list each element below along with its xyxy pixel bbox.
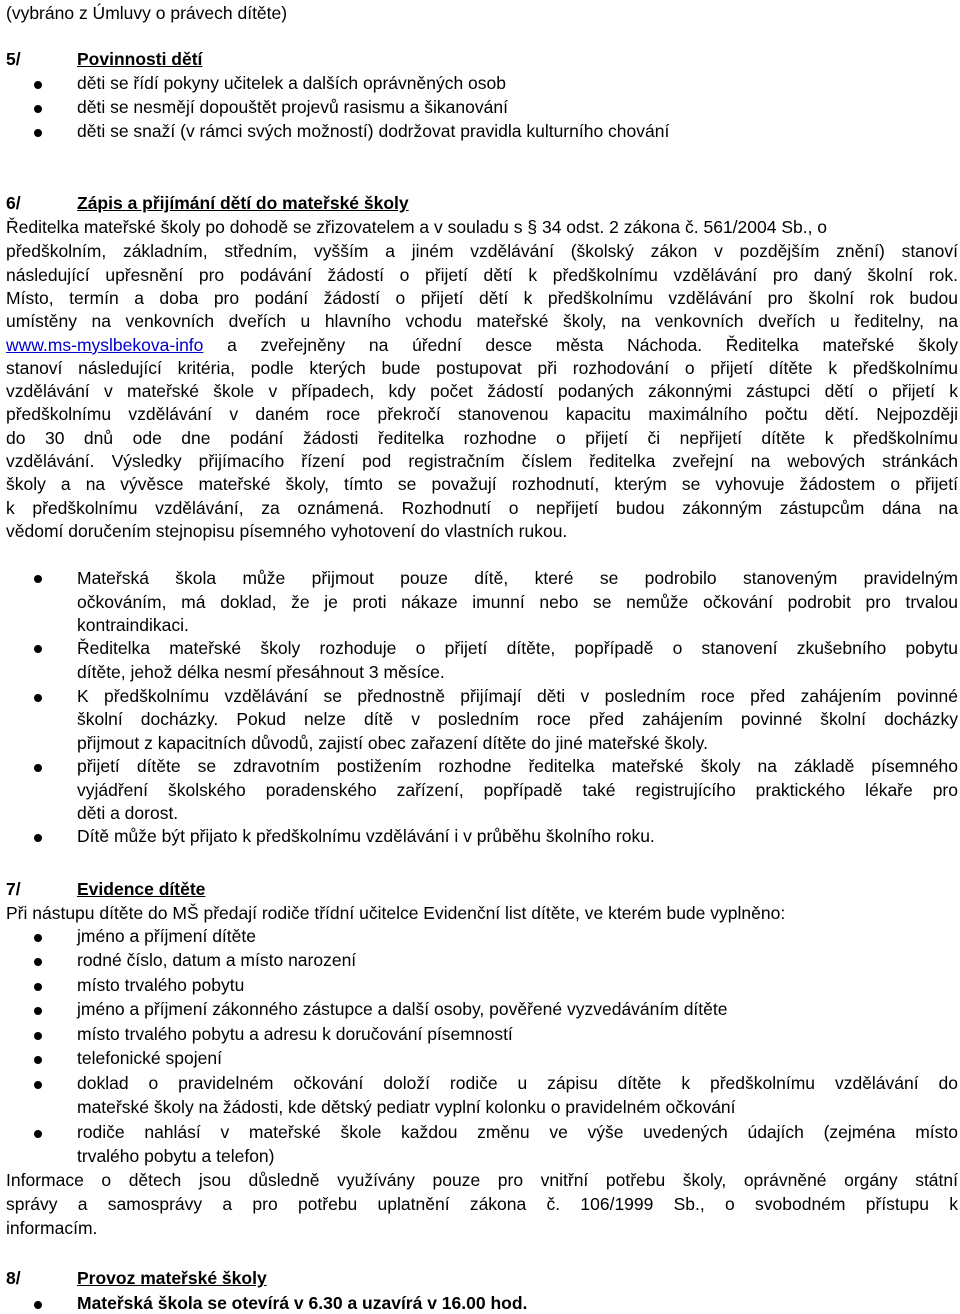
list-item: rodné číslo, datum a místo narození	[77, 950, 357, 970]
paragraph-line: k předškolnímu vzdělávání, za oznámená. Rozhodnutí o nepřijetí budou zákonným zástupcům dána na	[6, 498, 958, 518]
list-item: místo trvalého pobytu	[77, 975, 245, 995]
paragraph-line: následující upřesnění pro podávání žádostí o přijetí dětí k předškolnímu vzdělávání pro daný školní rok.	[6, 265, 958, 285]
section-7-number: 7/	[6, 879, 21, 899]
bullet-icon	[34, 129, 42, 137]
bullet-icon	[34, 934, 42, 942]
list-item: místo trvalého pobytu a adresu k doručování písemností	[77, 1024, 513, 1044]
section-6-heading: Zápis a přijímání dětí do mateřské školy	[77, 193, 409, 213]
bullet-icon	[34, 105, 42, 113]
bullet-icon	[34, 81, 42, 89]
list-item: přijetí dítěte se zdravotním postižením rozhodne ředitelka mateřské školy na základě písemného	[77, 756, 958, 776]
website-link[interactable]: www.ms-myslbekova-info	[6, 335, 204, 355]
section-8-heading: Provoz mateřské školy	[77, 1268, 267, 1288]
paragraph-line: informacím.	[6, 1218, 98, 1238]
list-item: jméno a příjmení dítěte	[77, 926, 256, 946]
paragraph-line: předškolním, základním, středním, vyšším a jiném vzdělávání (školský zákon v pozdějším znění) stanoví	[6, 241, 958, 261]
bullet-icon	[34, 1130, 42, 1138]
bullet-icon	[34, 1081, 42, 1089]
paragraph-line: Místo, termín a doba pro podání žádostí o přijetí dětí k předškolnímu vzdělávání pro školní rok budou	[6, 288, 958, 308]
list-item: Mateřská škola se otevírá v 6.30 a uzavírá v 16.00 hod.	[77, 1293, 528, 1313]
bullet-icon	[34, 958, 42, 966]
list-item: přijmout z kapacitních důvodů, zajistí obec zařazení dítěte do jiné mateřské školy.	[77, 733, 708, 753]
list-item: školní docházky. Pokud nelze dítě v posledním roce před zahájením povinné školní docházky	[77, 709, 958, 729]
paragraph-line: Ředitelka mateřské školy po dohodě se zřizovatelem a v souladu s § 34 odst. 2 zákona č. 561/2004 Sb., o	[6, 217, 828, 237]
bullet-icon	[34, 645, 42, 653]
list-item: děti se řídí pokyny učitelek a dalších oprávněných osob	[77, 73, 506, 93]
list-item: dítěte, jehož délka nesmí přesáhnout 3 měsíce.	[77, 662, 445, 682]
bullet-icon	[34, 1301, 42, 1309]
paragraph-text: a zveřejněny na úřední desce města Náchoda. Ředitelka mateřské školy	[203, 335, 958, 355]
bullet-icon	[34, 1056, 42, 1064]
bullet-icon	[34, 764, 42, 772]
list-item: K předškolnímu vzdělávání se přednostně přijímají děti v posledním roce před zahájením povinné	[77, 686, 958, 706]
intro-text: (vybráno z Úmluvy o právech dítěte)	[6, 3, 288, 23]
list-item: doklad o pravidelném očkování doloží rodiče u zápisu dítěte k předškolnímu vzdělávání do	[77, 1073, 958, 1093]
paragraph-line: vzdělávání v mateřské škole v případech, kdy počet žádostí podaných zákonnými zástupci dětí o přijetí k	[6, 381, 958, 401]
list-item: rodiče nahlásí v mateřské škole každou změnu ve výše uvedených údajích (zejména místo	[77, 1122, 958, 1142]
paragraph-line: vzdělávání. Výsledky přijímacího řízení pod registračním číslem ředitelka zveřejní na webových stránkách	[6, 451, 958, 471]
paragraph-line: správy a samosprávy a pro potřebu uplatnění zákona č. 106/1999 Sb., o svobodném přístupu k	[6, 1194, 958, 1214]
list-item: trvalého pobytu a telefon)	[77, 1146, 275, 1166]
list-item: děti se snaží (v rámci svých možností) dodržovat pravidla kulturního chování	[77, 121, 670, 141]
list-item: mateřské školy na žádosti, kde dětský pediatr vyplní kolonku o pravidelném očkování	[77, 1097, 736, 1117]
list-item: Mateřská škola může přijmout pouze dítě, které se podrobilo stanoveným pravidelným	[77, 568, 958, 588]
list-item: telefonické spojení	[77, 1048, 222, 1068]
list-item: děti se nesmějí dopouštět projevů rasismu a šikanování	[77, 97, 508, 117]
bullet-icon	[34, 575, 42, 583]
section-6-number: 6/	[6, 193, 21, 213]
section-5-number: 5/	[6, 49, 21, 69]
section-7-heading: Evidence dítěte	[77, 879, 206, 899]
bullet-icon	[34, 1032, 42, 1040]
paragraph-line: stanoví následující kritéria, podle kterých bude postupovat při rozhodování o přijetí dítěte k předškolnímu	[6, 358, 958, 378]
list-item: Ředitelka mateřské školy rozhoduje o přijetí dítěte, popřípadě o stanovení zkušebního pobytu	[77, 638, 958, 658]
section-5-heading: Povinnosti dětí	[77, 49, 203, 69]
bullet-icon	[34, 1007, 42, 1015]
bullet-icon	[34, 983, 42, 991]
paragraph-line: umístěny na venkovních dveřích u hlavního vchodu mateřské školy, na venkovních dveřích u ředitelny, na	[6, 311, 958, 331]
bullet-icon	[34, 694, 42, 702]
paragraph-line: Při nástupu dítěte do MŠ předají rodiče třídní učitelce Evidenční list dítěte, ve kterém bude vyplněno:	[6, 903, 786, 923]
list-item: děti a dorost.	[77, 803, 179, 823]
paragraph-line: Informace o dětech jsou důsledně využívány pouze pro vnitřní potřebu školy, oprávněné orgány státní	[6, 1170, 958, 1190]
paragraph-line: vědomí doručením stejnopisu písemného vyhotovení do vlastních rukou.	[6, 521, 568, 541]
section-8-number: 8/	[6, 1268, 21, 1288]
paragraph-line: školy a na vývěsce mateřské školy, tímto se považují rozhodnutí, kterým se vyhovuje žádostem o přijetí	[6, 474, 958, 494]
paragraph-line	[6, 335, 958, 356]
list-item: Dítě může být přijato k předškolnímu vzdělávání i v průběhu školního roku.	[77, 826, 655, 846]
paragraph-line: předškolnímu vzdělávání v daném roce překročí stanovenou kapacitu maximálního počtu dětí. Nejpozději	[6, 404, 958, 424]
paragraph-line: do 30 dnů ode dne podání žádosti ředitelka rozhodne o přijetí či nepřijetí dítěte k předškolnímu	[6, 428, 958, 448]
list-item: očkováním, má doklad, že je proti nákaze imunní nebo se nemůže očkování podrobit pro trvalou	[77, 592, 958, 612]
list-item: kontraindikaci.	[77, 615, 189, 635]
list-item: vyjádření školského poradenského zařízení, popřípadě také registrujícího praktického lékaře pro	[77, 780, 958, 800]
bullet-icon	[34, 834, 42, 842]
list-item: jméno a příjmení zákonného zástupce a další osoby, pověřené vyzvedáváním dítěte	[77, 999, 728, 1019]
